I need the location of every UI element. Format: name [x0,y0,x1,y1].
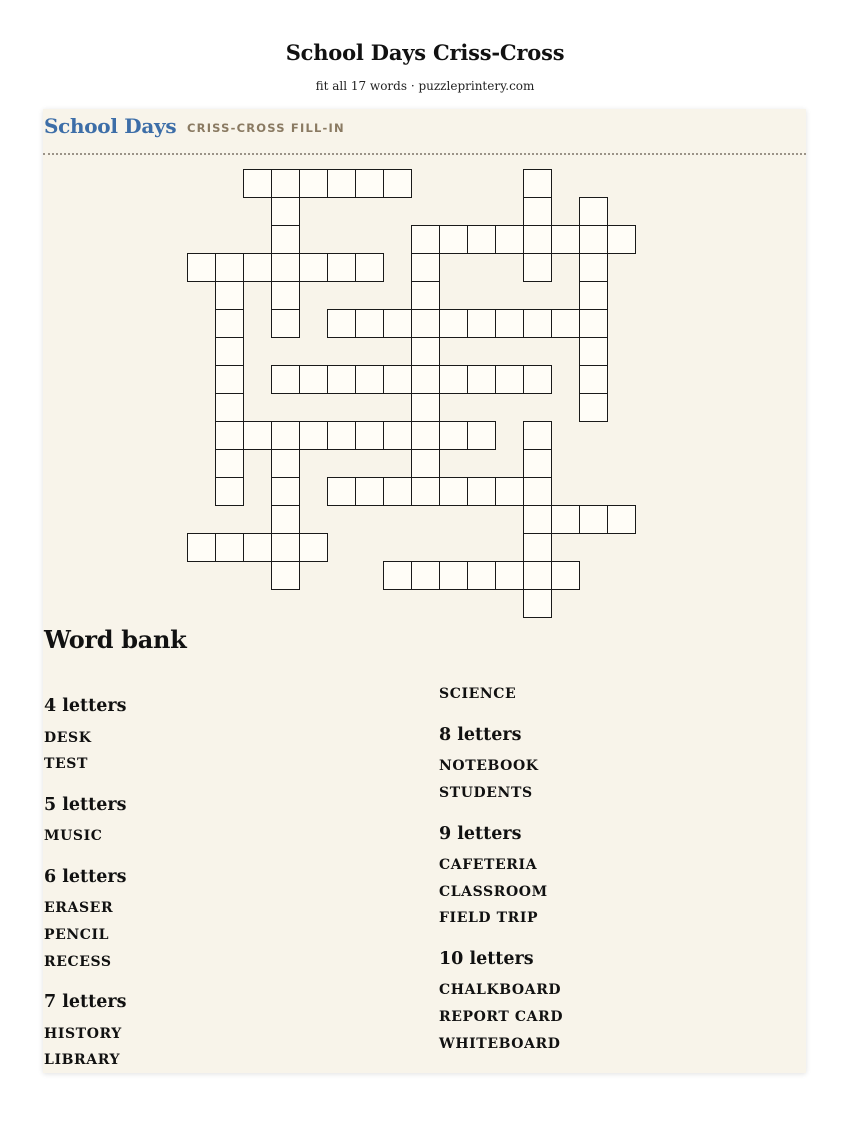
grid-cell[interactable] [467,309,496,338]
crossword-grid [43,109,806,629]
grid-cell[interactable] [495,225,524,254]
grid-cell[interactable] [243,253,272,282]
word-bank-item: RECESS [44,954,112,970]
grid-cell[interactable] [523,253,552,282]
grid-cell[interactable] [439,365,468,394]
word-group-heading: 9 letters [439,824,522,844]
grid-cell[interactable] [467,421,496,450]
grid-cell[interactable] [383,421,412,450]
word-bank-item: PENCIL [44,927,110,943]
grid-cell[interactable] [467,477,496,506]
word-bank-item: WHITEBOARD [439,1036,561,1052]
grid-cell[interactable] [327,477,356,506]
grid-cell[interactable] [299,421,328,450]
grid-cell[interactable] [523,589,552,618]
grid-cell[interactable] [411,449,440,478]
grid-cell[interactable] [271,505,300,534]
word-group-heading: 8 letters [439,725,522,745]
grid-cell[interactable] [411,337,440,366]
grid-cell[interactable] [215,477,244,506]
grid-cell[interactable] [243,169,272,198]
grid-cell[interactable] [383,309,412,338]
grid-cell[interactable] [439,421,468,450]
grid-cell[interactable] [355,421,384,450]
grid-cell[interactable] [551,225,580,254]
grid-cell[interactable] [383,477,412,506]
word-bank-item: HISTORY [44,1026,122,1042]
puzzle-type-tag: CRISS-CROSS FILL-IN [187,121,345,135]
grid-cell[interactable] [383,561,412,590]
grid-cell[interactable] [271,477,300,506]
grid-cell[interactable] [523,169,552,198]
grid-cell[interactable] [299,169,328,198]
grid-cell[interactable] [523,309,552,338]
grid-cell[interactable] [439,561,468,590]
grid-cell[interactable] [243,421,272,450]
grid-cell[interactable] [187,253,216,282]
grid-cell[interactable] [271,253,300,282]
word-bank-title: Word bank [44,625,187,654]
grid-cell[interactable] [271,225,300,254]
grid-cell[interactable] [411,365,440,394]
puzzle-card [43,109,806,1073]
grid-cell[interactable] [327,421,356,450]
word-bank-item: MUSIC [44,828,103,844]
grid-cell[interactable] [355,169,384,198]
grid-cell[interactable] [411,225,440,254]
grid-cell[interactable] [271,421,300,450]
grid-cell[interactable] [579,337,608,366]
word-bank-item: ERASER [44,900,114,916]
grid-cell[interactable] [467,561,496,590]
grid-cell[interactable] [215,393,244,422]
word-bank-item: CAFETERIA [439,857,538,873]
grid-cell[interactable] [579,225,608,254]
word-bank-item: DESK [44,730,92,746]
grid-cell[interactable] [215,365,244,394]
grid-cell[interactable] [467,365,496,394]
grid-cell[interactable] [523,197,552,226]
grid-cell[interactable] [551,505,580,534]
grid-cell[interactable] [607,225,636,254]
grid-cell[interactable] [243,533,272,562]
grid-cell[interactable] [215,449,244,478]
grid-cell[interactable] [271,281,300,310]
grid-cell[interactable] [551,561,580,590]
grid-cell[interactable] [411,477,440,506]
grid-cell[interactable] [411,281,440,310]
grid-cell[interactable] [523,505,552,534]
grid-cell[interactable] [411,309,440,338]
grid-cell[interactable] [271,561,300,590]
grid-cell[interactable] [439,309,468,338]
grid-cell[interactable] [327,169,356,198]
grid-cell[interactable] [579,393,608,422]
grid-cell[interactable] [579,197,608,226]
grid-cell[interactable] [327,365,356,394]
word-bank-item: REPORT CARD [439,1009,564,1025]
grid-cell[interactable] [439,477,468,506]
word-group-heading: 4 letters [44,696,127,716]
word-bank-item: TEST [44,756,89,772]
grid-cell[interactable] [215,253,244,282]
grid-cell[interactable] [215,533,244,562]
grid-cell[interactable] [551,309,580,338]
grid-cell[interactable] [495,309,524,338]
puzzle-heading: School Days [44,114,177,138]
word-bank-item: CHALKBOARD [439,982,562,998]
grid-cell[interactable] [271,449,300,478]
grid-cell[interactable] [215,281,244,310]
grid-cell[interactable] [467,225,496,254]
grid-cell[interactable] [411,393,440,422]
grid-cell[interactable] [271,169,300,198]
grid-cell[interactable] [215,337,244,366]
grid-cell[interactable] [579,281,608,310]
grid-cell[interactable] [523,449,552,478]
word-bank-item: STUDENTS [439,785,533,801]
grid-cell[interactable] [299,533,328,562]
grid-cell[interactable] [383,365,412,394]
page-title: School Days Criss-Cross [285,40,565,65]
grid-cell[interactable] [355,477,384,506]
grid-cell[interactable] [411,421,440,450]
grid-cell[interactable] [579,253,608,282]
grid-cell[interactable] [299,253,328,282]
word-group-heading: 6 letters [44,867,127,887]
word-bank-item: CLASSROOM [439,884,548,900]
grid-cell[interactable] [523,421,552,450]
word-group-heading: 10 letters [439,949,534,969]
grid-cell[interactable] [355,309,384,338]
grid-cell[interactable] [215,309,244,338]
grid-cell[interactable] [607,505,636,534]
word-group-heading: 7 letters [44,992,127,1012]
page-subtitle: fit all 17 words · puzzleprintery.com [315,79,535,93]
grid-cell[interactable] [411,561,440,590]
grid-cell[interactable] [215,421,244,450]
grid-cell[interactable] [495,365,524,394]
grid-cell[interactable] [523,365,552,394]
word-group-heading: 5 letters [44,795,127,815]
grid-cell[interactable] [523,533,552,562]
grid-cell[interactable] [355,365,384,394]
grid-cell[interactable] [327,253,356,282]
grid-cell[interactable] [523,561,552,590]
word-bank-item: SCIENCE [439,686,517,702]
grid-cell[interactable] [523,477,552,506]
grid-cell[interactable] [271,533,300,562]
grid-cell[interactable] [579,365,608,394]
grid-cell[interactable] [271,309,300,338]
grid-cell[interactable] [271,197,300,226]
grid-cell[interactable] [299,365,328,394]
grid-cell[interactable] [411,253,440,282]
word-bank-item: LIBRARY [44,1052,121,1068]
word-bank-item: NOTEBOOK [439,758,539,774]
grid-cell[interactable] [495,561,524,590]
grid-cell[interactable] [579,505,608,534]
grid-cell[interactable] [383,169,412,198]
grid-cell[interactable] [327,309,356,338]
grid-cell[interactable] [495,477,524,506]
grid-cell[interactable] [523,225,552,254]
grid-cell[interactable] [439,225,468,254]
word-bank-item: FIELD TRIP [439,910,539,926]
grid-cell[interactable] [271,365,300,394]
grid-cell[interactable] [187,533,216,562]
grid-cell[interactable] [579,309,608,338]
grid-cell[interactable] [355,253,384,282]
